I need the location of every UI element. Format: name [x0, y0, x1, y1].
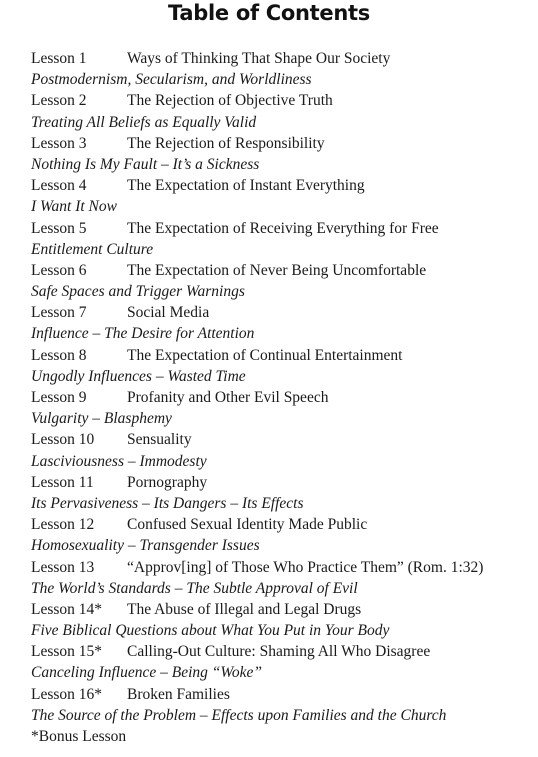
lesson-title: Calling-Out Culture: Shaming All Who Disagree — [127, 643, 431, 661]
lesson-entry-3 — [31, 133, 531, 175]
lesson-number: Lesson 5 — [31, 219, 87, 237]
lesson-subtitle: Lasciviousness – Immodesty — [31, 452, 207, 470]
lesson-heading — [31, 48, 531, 69]
lesson-heading — [31, 133, 531, 154]
lesson-number: Lesson 14* — [31, 600, 103, 618]
lesson-heading — [31, 218, 531, 239]
lesson-number: Lesson 3 — [31, 134, 87, 152]
lesson-entry-5 — [31, 218, 531, 260]
lesson-entry-9 — [31, 387, 531, 429]
lesson-number: Lesson 2 — [31, 92, 87, 110]
lesson-title: Broken Families — [127, 685, 230, 703]
lesson-number: Lesson 8 — [31, 346, 87, 364]
lesson-title: “Approv[ing] of Those Who Practice Them” (Rom. 1:32) — [127, 558, 484, 576]
lesson-subtitle: Nothing Is My Fault – It’s a Sickness — [31, 155, 260, 173]
lesson-subtitle: Vulgarity – Blasphemy — [31, 410, 172, 428]
lesson-entry-13 — [31, 557, 531, 599]
lesson-entry-14 — [31, 599, 531, 641]
lesson-subtitle: Homosexuality – Transgender Issues — [31, 537, 260, 555]
lesson-subtitle: Ungodly Influences – Wasted Time — [31, 367, 246, 385]
lesson-heading — [31, 641, 531, 662]
lesson-heading — [31, 429, 531, 450]
lesson-entry-11 — [31, 472, 531, 514]
lesson-number: Lesson 7 — [31, 304, 87, 322]
lesson-title: Ways of Thinking That Shape Our Society — [127, 50, 391, 67]
lesson-subtitle: The World’s Standards – The Subtle Approval of Evil — [31, 579, 358, 597]
lesson-heading — [31, 472, 531, 493]
lesson-subtitle: The Source of the Problem – Effects upon Families and the Church — [31, 706, 447, 724]
lesson-heading — [31, 514, 531, 535]
lesson-heading — [31, 557, 531, 578]
lesson-title: Pornography — [127, 473, 208, 491]
lesson-subtitle: Influence – The Desire for Attention — [31, 325, 255, 343]
lesson-title: The Expectation of Receiving Everything for Free — [127, 219, 439, 237]
lesson-number: Lesson 9 — [31, 389, 87, 406]
lesson-number: Lesson 16* — [31, 685, 103, 703]
lesson-number: Lesson 4 — [31, 177, 87, 195]
lesson-subtitle: Canceling Influence – Being “Woke” — [31, 664, 263, 682]
lesson-number: Lesson 6 — [31, 261, 87, 279]
lesson-subtitle: Postmodernism, Secularism, and Worldliness — [31, 71, 312, 89]
lesson-number: Lesson 10 — [31, 431, 95, 449]
lesson-heading — [31, 387, 531, 408]
lesson-heading — [31, 599, 531, 620]
lesson-title: Confused Sexual Identity Made Public — [127, 516, 368, 534]
lesson-title: Sensuality — [127, 431, 192, 449]
lesson-title: Profanity and Other Evil Speech — [127, 389, 329, 406]
lesson-subtitle: Its Pervasiveness – Its Dangers – Its Effects — [31, 494, 304, 512]
lesson-heading — [31, 684, 531, 705]
lesson-title: The Expectation of Never Being Uncomfortable — [127, 261, 427, 279]
lesson-entry-6 — [31, 260, 531, 302]
lesson-heading — [31, 175, 531, 196]
lesson-number: Lesson 1 — [31, 50, 87, 67]
lesson-heading — [31, 260, 531, 281]
bonus-footnote: *Bonus Lesson — [31, 728, 127, 745]
lesson-title: The Expectation of Continual Entertainment — [127, 346, 403, 364]
lesson-entry-7 — [31, 302, 531, 344]
lesson-subtitle: Five Biblical Questions about What You Put in Your Body — [31, 622, 390, 640]
lesson-entry-4 — [31, 175, 531, 217]
lesson-subtitle: Safe Spaces and Trigger Warnings — [31, 283, 245, 301]
lesson-heading — [31, 345, 531, 366]
lesson-entry-2 — [31, 90, 531, 132]
lesson-heading — [31, 90, 531, 111]
lesson-entry-8 — [31, 345, 531, 387]
table-of-contents — [31, 48, 531, 747]
lesson-title: Social Media — [127, 304, 210, 322]
lesson-subtitle: I Want It Now — [31, 198, 117, 216]
lesson-title: The Rejection of Responsibility — [127, 134, 325, 152]
lesson-number: Lesson 13 — [31, 558, 95, 576]
lesson-title: The Abuse of Illegal and Legal Drugs — [127, 600, 362, 618]
lesson-entry-12 — [31, 514, 531, 556]
lesson-title: The Rejection of Objective Truth — [127, 92, 333, 110]
lesson-number: Lesson 15* — [31, 643, 103, 661]
page-title: Table of Contents — [168, 1, 370, 25]
lesson-entry-10 — [31, 429, 531, 471]
lesson-entry-1 — [31, 48, 531, 90]
lesson-heading — [31, 302, 531, 323]
lesson-entry-15 — [31, 641, 531, 683]
lesson-entry-16 — [31, 684, 531, 726]
lesson-title: The Expectation of Instant Everything — [127, 177, 365, 195]
lesson-subtitle: Entitlement Culture — [31, 240, 154, 258]
lesson-subtitle: Treating All Beliefs as Equally Valid — [31, 113, 257, 131]
lesson-number: Lesson 11 — [31, 473, 94, 491]
lesson-number: Lesson 12 — [31, 516, 95, 534]
